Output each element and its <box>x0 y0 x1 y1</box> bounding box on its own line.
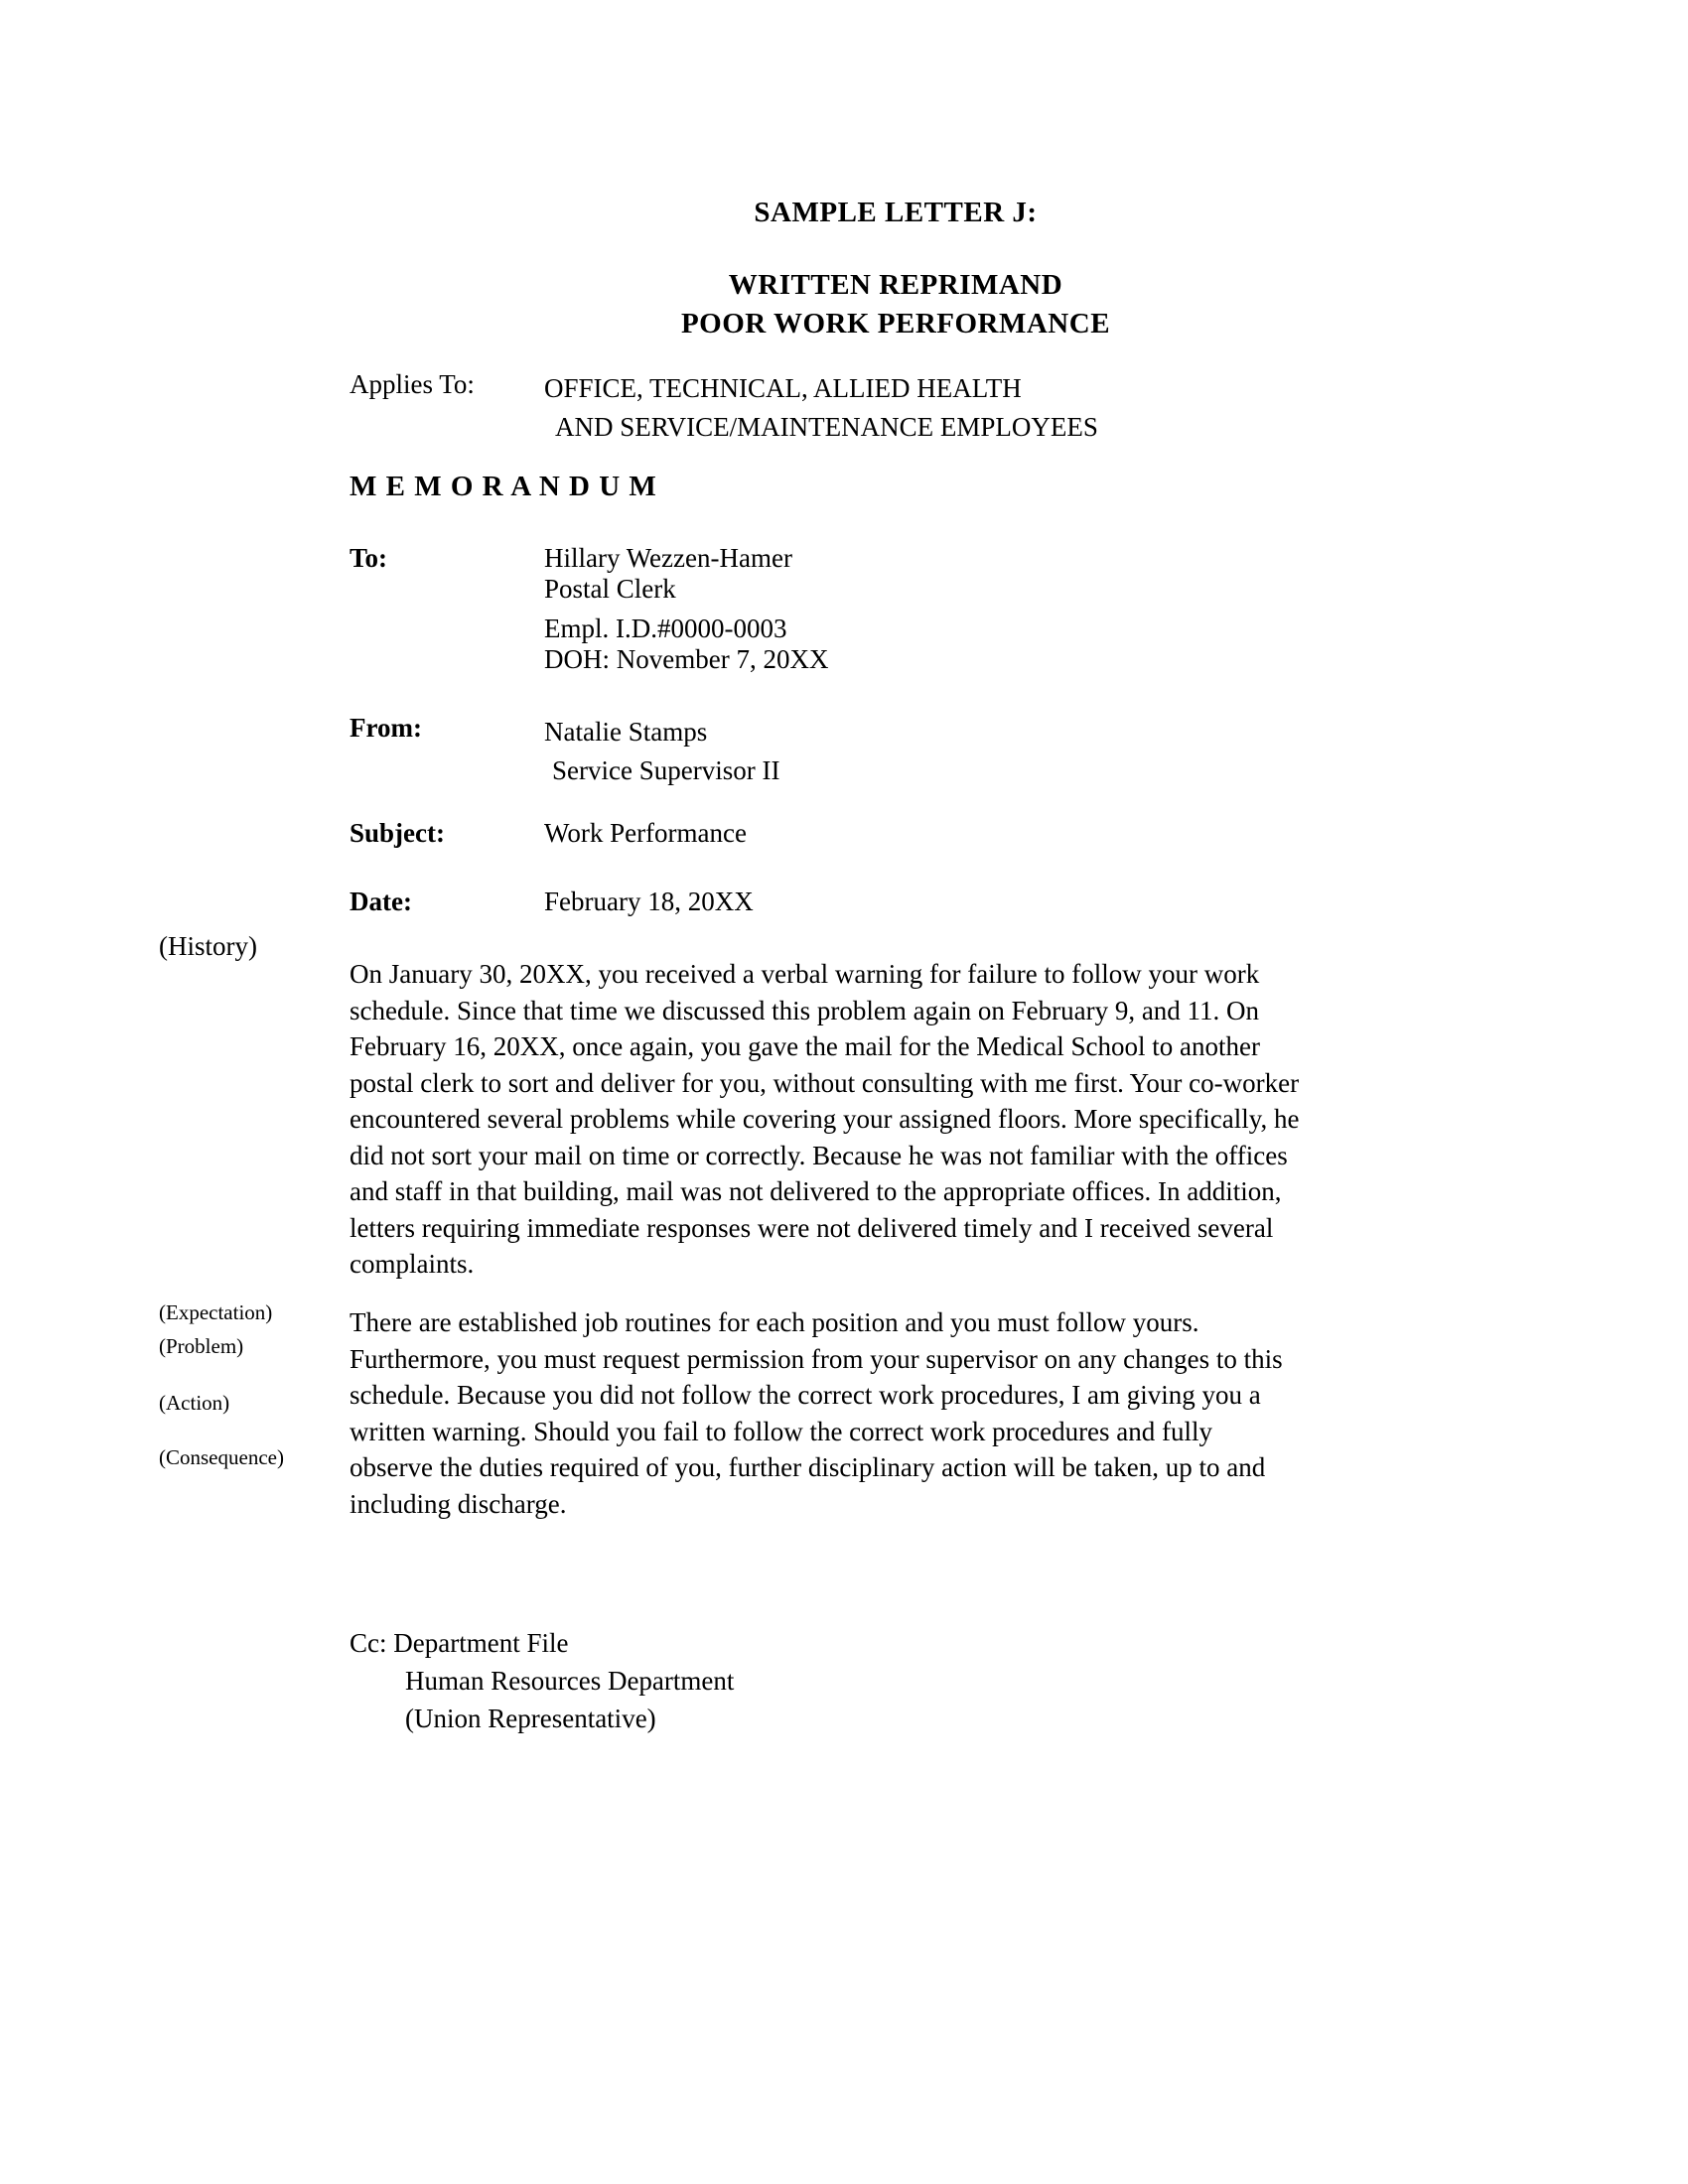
text-line: Furthermore, you must request permission from your supervisor on any changes to this <box>350 1343 1283 1374</box>
employee-id: Empl. I.D.#0000-0003 <box>544 614 787 643</box>
applies-to-label: Applies To: <box>350 369 475 399</box>
text-line: including discharge. <box>350 1488 567 1519</box>
margin-annotation-action: (Action) <box>159 1391 230 1415</box>
date-label: Date: <box>350 887 412 916</box>
recipient-title: Postal Clerk <box>544 574 676 604</box>
margin-annotation-expectation: (Expectation) <box>159 1300 273 1324</box>
body-paragraph-history <box>350 956 1299 1283</box>
text-line: OFFICE, TECHNICAL, ALLIED HEALTH <box>544 373 1022 403</box>
memorandum-heading: M E M O R A N D U M <box>350 471 657 502</box>
margin-annotation-problem: (Problem) <box>159 1334 244 1358</box>
text-line: (Union Representative) <box>405 1704 656 1733</box>
body-paragraph-expectation <box>350 1304 1283 1522</box>
date-value: February 18, 20XX <box>544 887 754 916</box>
margin-annotation-consequence: (Consequence) <box>159 1445 284 1469</box>
text-line: encountered several problems while covering your assigned floors. More specifically, he <box>350 1104 1300 1134</box>
from-value <box>544 713 779 790</box>
text-line: February 16, 20XX, once again, you gave the mail for the Medical School to another <box>350 1031 1260 1061</box>
applies-to-value <box>544 369 1098 447</box>
text-line: observe the duties required of you, further disciplinary action will be taken, up to and <box>350 1452 1266 1482</box>
to-value <box>544 543 828 675</box>
text-line: letters requiring immediate responses were not delivered timely and I received several <box>350 1212 1274 1243</box>
text-line: postal clerk to sort and deliver for you, without consulting with me first. Your co-worker <box>350 1067 1300 1098</box>
margin-annotation-history: (History) <box>159 931 257 961</box>
subject-label: Subject: <box>350 818 445 848</box>
date-row <box>350 887 754 917</box>
text-line: and staff in that building, mail was not delivered to the appropriate offices. In addition, <box>350 1176 1282 1206</box>
text-line: On January 30, 20XX, you received a verbal warning for failure to follow your work <box>350 959 1260 989</box>
text-line: written warning. Should you fail to follow the correct work procedures and fully <box>350 1416 1213 1446</box>
text-line: schedule. Since that time we discussed this problem again on February 9, and 11. On <box>350 995 1260 1025</box>
date-of-hire: DOH: November 7, 20XX <box>544 644 829 674</box>
subject-value: Work Performance <box>544 818 747 848</box>
from-label: From: <box>350 713 422 743</box>
to-label: To: <box>350 543 388 573</box>
text-line: AND SERVICE/MAINTENANCE EMPLOYEES <box>555 412 1098 442</box>
heading-line-2: POOR WORK PERFORMANCE <box>680 308 1111 340</box>
text-line: did not sort your mail on time or correctly. Because he was not familiar with the offices <box>350 1140 1288 1170</box>
sample-letter-title: SAMPLE LETTER J: <box>754 197 1038 228</box>
sender-name: Natalie Stamps <box>544 717 708 747</box>
recipient-name: Hillary Wezzen-Hamer <box>544 543 792 573</box>
heading-line-1: WRITTEN REPRIMAND <box>728 269 1063 301</box>
cc-block <box>350 1624 734 1737</box>
text-line: complaints. <box>350 1249 475 1279</box>
to-row <box>350 543 828 675</box>
applies-to-row <box>350 369 1098 447</box>
text-line: There are established job routines for each position and you must follow yours. <box>350 1307 1199 1337</box>
from-row <box>350 713 779 790</box>
recipient-id-block <box>544 614 828 675</box>
text-line: schedule. Because you did not follow the correct work procedures, I am giving you a <box>350 1380 1261 1410</box>
recipient-block <box>544 543 828 605</box>
sender-title: Service Supervisor II <box>552 755 780 785</box>
document-heading <box>348 266 1444 343</box>
text-line: Human Resources Department <box>405 1666 735 1696</box>
cc-line: Cc: Department File <box>350 1628 569 1658</box>
cc-indented-lines <box>350 1662 734 1737</box>
subject-row <box>350 818 747 849</box>
